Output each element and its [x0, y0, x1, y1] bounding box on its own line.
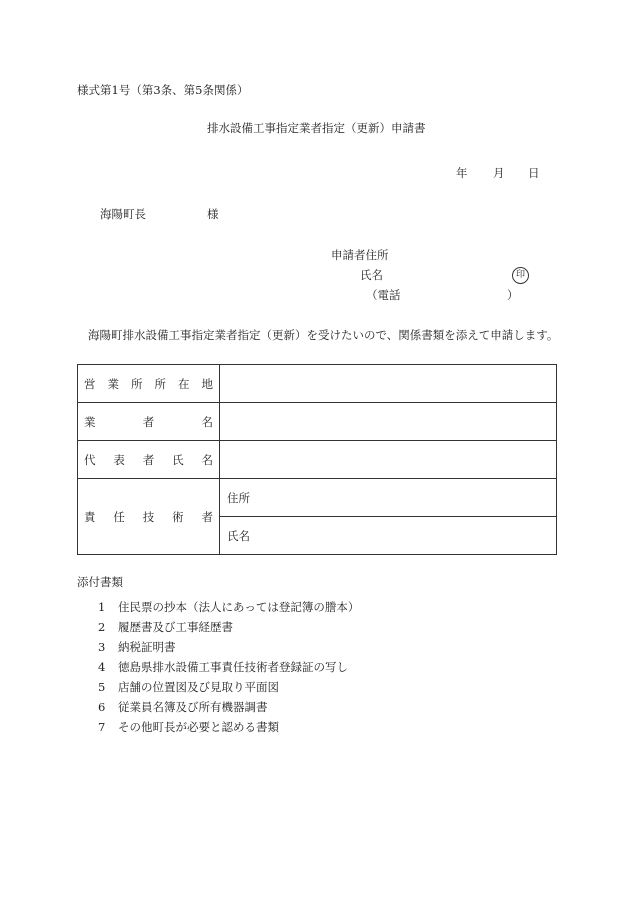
- label-char: 名: [201, 452, 213, 467]
- representative-name-label: [78, 441, 220, 479]
- list-item-text: 納税証明書: [118, 640, 176, 654]
- label-char: 氏: [172, 452, 184, 467]
- list-item-number: 3: [98, 640, 106, 654]
- list-item: [98, 679, 279, 695]
- list-item: [98, 719, 279, 735]
- office-location-label: [78, 365, 220, 403]
- list-item-text: 住民票の抄本（法人にあっては登記簿の謄本）: [118, 600, 360, 614]
- list-item: [98, 599, 359, 615]
- attachments-heading: 添付書類: [77, 575, 123, 589]
- document-title: 排水設備工事指定業者指定（更新）申請書: [207, 121, 426, 135]
- label-char: 地: [201, 376, 213, 391]
- list-item-number: 1: [98, 600, 106, 614]
- list-item: [98, 639, 176, 655]
- engineer-name-field[interactable]: [220, 517, 557, 555]
- applicant-name-label: 氏名: [360, 268, 383, 282]
- list-item: [98, 699, 268, 715]
- table-row: [78, 365, 557, 403]
- addressee-name: 海陽町長: [100, 207, 146, 221]
- table-row: [78, 441, 557, 479]
- label-char: 所: [131, 376, 143, 391]
- engineer-name-label: 氏名: [227, 528, 250, 543]
- table-row: [78, 479, 557, 517]
- date-day: 日: [528, 166, 540, 180]
- list-item: [98, 619, 233, 635]
- list-item-text: その他町長が必要と認める書類: [118, 720, 279, 734]
- date-month: 月: [493, 166, 505, 180]
- list-item-number: 6: [98, 700, 106, 714]
- label-char: 営: [84, 376, 96, 391]
- list-item-number: 7: [98, 720, 106, 734]
- label-char: 所: [154, 376, 166, 391]
- engineer-address-field[interactable]: [220, 479, 557, 517]
- label-char: 者: [142, 414, 155, 429]
- table-row: [78, 403, 557, 441]
- engineer-address-label: 住所: [227, 490, 250, 505]
- date-year: 年: [456, 166, 468, 180]
- list-item-text: 店舗の位置図及び見取り平面図: [118, 680, 279, 694]
- list-item-number: 2: [98, 620, 106, 634]
- office-location-field[interactable]: [220, 365, 557, 403]
- applicant-address-label: 申請者住所: [331, 248, 389, 262]
- list-item-text: 履歴書及び工事経歴書: [118, 620, 233, 634]
- label-char: 者: [142, 452, 155, 467]
- list-item-text: 従業員名簿及び所有機器調書: [118, 700, 268, 714]
- representative-name-field[interactable]: [220, 441, 557, 479]
- label-char: 責: [84, 509, 96, 524]
- list-item: [98, 659, 348, 675]
- addressee-suffix: 様: [207, 207, 219, 221]
- business-name-label: [78, 403, 220, 441]
- seal-mark-icon: 印: [512, 267, 529, 284]
- label-char: 名: [201, 414, 213, 429]
- business-name-field[interactable]: [220, 403, 557, 441]
- applicant-details-table: [77, 364, 557, 555]
- application-statement: 海陽町排水設備工事指定業者指定（更新）を受けたいので、関係書類を添えて申請します。: [88, 328, 559, 342]
- list-item-number: 4: [98, 660, 106, 674]
- label-char: 任: [113, 509, 125, 524]
- label-char: 表: [113, 452, 125, 467]
- label-char: 業: [107, 376, 119, 391]
- label-char: 者: [201, 509, 213, 524]
- label-char: 代: [84, 452, 96, 467]
- label-char: 在: [178, 376, 190, 391]
- responsible-engineer-label: [78, 479, 220, 555]
- label-char: 術: [172, 509, 184, 524]
- applicant-phone-open: （電話: [366, 288, 401, 302]
- label-char: 業: [84, 414, 96, 429]
- list-item-number: 5: [98, 680, 106, 694]
- applicant-phone-close: ）: [507, 288, 519, 302]
- list-item-text: 徳島県排水設備工事責任技術者登録証の写し: [118, 660, 348, 674]
- form-number: 様式第1号（第3条、第5条関係）: [77, 83, 249, 97]
- label-char: 技: [142, 509, 155, 524]
